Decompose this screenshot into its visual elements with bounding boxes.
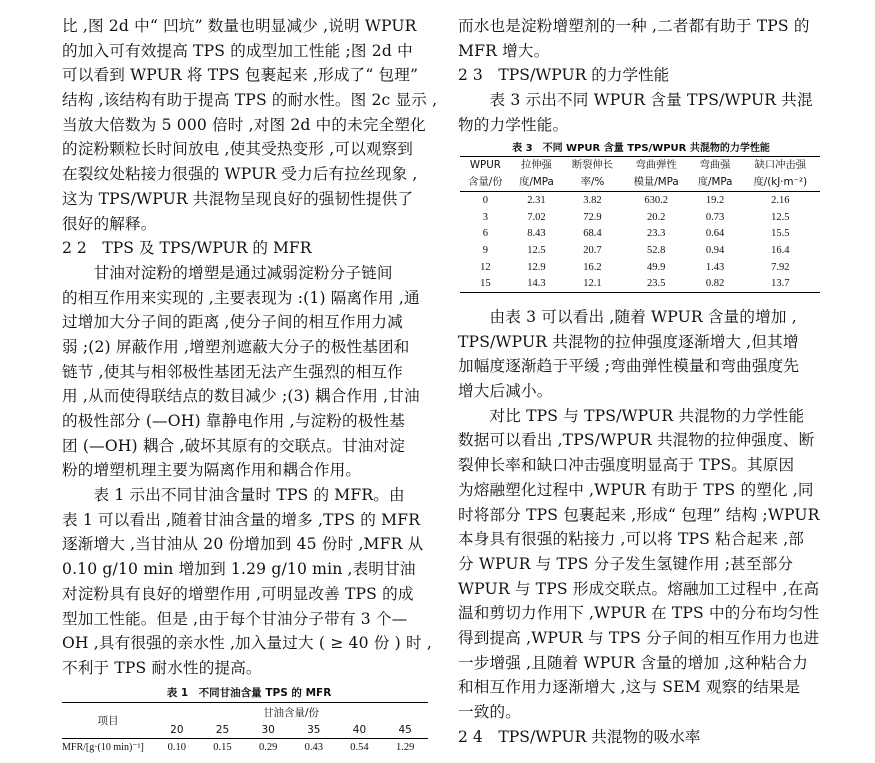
text-line: 和相互作用力逐渐增大 ,这与 SEM 观察的结果是 bbox=[458, 678, 801, 697]
text-line: 的加入可有效提高 TPS 的成型加工性能 ;图 2d 中 bbox=[62, 41, 413, 60]
table3-cell: 0.82 bbox=[689, 275, 740, 292]
table3-cell: 2.16 bbox=[771, 195, 790, 207]
table3-cell: 0 bbox=[482, 195, 489, 207]
table3-cell: 15.5 bbox=[771, 228, 790, 240]
text-line: 为熔融塑化过程中 ,WPUR 有助于 TPS 的塑化 ,同 bbox=[458, 480, 814, 499]
table3-cell: 72.9 bbox=[583, 211, 602, 223]
table3-cell: 8.43 bbox=[527, 228, 546, 240]
table3-cell: 52.8 bbox=[646, 245, 666, 257]
text-line: 裂伸长率和缺口冲击强度明显高于 TPS。其原因 bbox=[458, 456, 795, 475]
table3-cell: 3 bbox=[482, 211, 489, 223]
text-line: 逐渐增大 ,当甘油从 20 份增加到 45 份时 ,MFR 从 bbox=[62, 535, 424, 554]
text-line: 对淀粉具有良好的增塑作用 ,可明显改善 TPS 的成 bbox=[62, 584, 414, 603]
table3-header: 拉伸强 bbox=[511, 157, 562, 175]
text-line: 增大后减小。 bbox=[458, 382, 553, 401]
table3-header-unit: 度/MPa bbox=[511, 174, 562, 192]
text-line: 一步增强 ,且随着 WPUR 含量的增加 ,这种粘合力 bbox=[458, 653, 809, 672]
text-line: 弱 ;(2) 屏蔽作用 ,增塑剂遮蔽大分子的极性基团和 bbox=[62, 337, 410, 356]
table3-cell: 68.4 bbox=[583, 228, 602, 240]
text-line: 物的力学性能。 bbox=[458, 115, 569, 134]
table3-header-unit: 度/(kJ·m⁻²) bbox=[741, 174, 820, 192]
table3-cell: 16.2 bbox=[583, 261, 602, 273]
table3-header-unit: 率/% bbox=[562, 174, 623, 192]
table3-cell: 49.9 bbox=[646, 261, 666, 273]
text-line: 而水也是淀粉增塑剂的一种 ,二者都有助于 TPS 的 bbox=[458, 17, 810, 35]
text-line: 比 ,图 2d 中“ 凹坑” 数量也明显减少 ,说明 WPUR bbox=[62, 17, 417, 35]
text-line: MFR 增大。 bbox=[458, 41, 550, 60]
text-line: 由表 3 可以看出 ,随着 WPUR 含量的增加 , bbox=[458, 308, 797, 326]
table-row bbox=[460, 275, 820, 292]
text-line: 粉的增塑机理主要为隔离作用和耦合作用。 bbox=[62, 461, 362, 480]
table1-group-header: 甘油含量/份 bbox=[154, 702, 428, 722]
text-line: TPS/WPUR 共混物的拉伸强度逐渐增大 ,但其增 bbox=[458, 332, 799, 351]
table3-cell: 3.82 bbox=[583, 195, 602, 207]
text-line: 数据可以看出 ,TPS/WPUR 共混物的拉伸强度、断 bbox=[458, 431, 815, 450]
table1-cell: 0.54 bbox=[337, 738, 383, 756]
text-line: 甘油对淀粉的增塑是通过减弱淀粉分子链间 bbox=[62, 263, 393, 282]
table-row bbox=[460, 242, 820, 259]
table3-header: 缺口冲击强 bbox=[741, 157, 820, 175]
text-line: 加幅度逐渐趋于平缓 ;弯曲弹性模量和弯曲强度先 bbox=[458, 357, 800, 376]
table3-cell: 7.02 bbox=[527, 211, 546, 223]
table3-header: 断裂伸长 bbox=[562, 157, 623, 175]
table3-cell: 15 bbox=[460, 275, 511, 292]
text-line: 的极性部分 (—OH) 靠静电作用 ,与淀粉的极性基 bbox=[62, 412, 405, 430]
text-line: 一致的。 bbox=[458, 703, 521, 721]
table3-cell: 14.3 bbox=[511, 275, 562, 292]
text-line: 时将部分 TPS 包裹起来 ,形成“ 包理” 结构 ;WPUR bbox=[458, 505, 820, 524]
text-line: WPUR 与 TPS 形成交联点。熔融加工过程中 ,在高 bbox=[458, 579, 820, 598]
table1-cell: 0.15 bbox=[200, 738, 246, 756]
text-line: 分 WPUR 与 TPS 分子发生氢键作用 ;甚至部分 bbox=[458, 554, 794, 573]
left-column bbox=[62, 14, 436, 756]
table3-cell: 0.94 bbox=[705, 245, 725, 257]
table3-cell: 12 bbox=[480, 261, 491, 273]
table1-column-header: 30 bbox=[245, 722, 291, 739]
text-line: 型加工性能。但是 ,由于每个甘油分子带有 3 个— bbox=[62, 609, 408, 628]
left-body-text bbox=[62, 14, 436, 681]
text-line: 的相互作用来实现的 ,主要表现为 :(1) 隔离作用 ,通 bbox=[62, 288, 420, 307]
table-row bbox=[460, 192, 820, 209]
table3-cell: 0.64 bbox=[705, 228, 725, 240]
table3-cell: 16.4 bbox=[771, 245, 790, 257]
table3-header: 弯曲强 bbox=[689, 157, 740, 175]
text-line: 表 3 示出不同 WPUR 含量 TPS/WPUR 共混 bbox=[458, 91, 813, 110]
table1-column-header: 45 bbox=[382, 722, 428, 739]
text-line: OH ,具有很强的亲水性 ,加入量过大 ( ≥ 40 份 ) 时 , bbox=[62, 634, 432, 653]
table3-cell: 7.92 bbox=[771, 261, 790, 273]
table3-cell: 6 bbox=[482, 228, 489, 240]
table1-column-header: 20 bbox=[154, 722, 200, 739]
text-line: 当放大倍数为 5 000 倍时 ,对图 2d 中的未完全塑化 bbox=[62, 115, 426, 134]
text-line: 可以看到 WPUR 将 TPS 包裹起来 ,形成了“ 包理” bbox=[62, 66, 419, 85]
table3-cell: 20.7 bbox=[583, 245, 602, 257]
table3-header-unit: 度/MPa bbox=[689, 174, 740, 192]
table1-item-header: 项目 bbox=[62, 702, 154, 738]
table1-caption: 表 1 不同甘油含量 TPS 的 MFR bbox=[166, 686, 332, 699]
text-line: 结构 ,该结构有助于提高 TPS 的耐水性。图 2c 显示 , bbox=[62, 91, 438, 110]
section-heading: 2 4 TPS/WPUR 共混物的吸水率 bbox=[458, 727, 701, 746]
table3-cell: 20.2 bbox=[646, 211, 666, 223]
right-top-text bbox=[458, 14, 824, 137]
table3 bbox=[460, 156, 820, 293]
table1-cell: 0.43 bbox=[291, 738, 337, 756]
table-row bbox=[460, 259, 820, 276]
text-line: 团 (—OH) 耦合 ,破坏其原有的交联点。甘油对淀 bbox=[62, 436, 405, 455]
table3-cell: 12.5 bbox=[527, 245, 546, 257]
table3-cell: 13.7 bbox=[741, 275, 820, 292]
table3-cell: 12.1 bbox=[562, 275, 623, 292]
text-line: 在裂纹处粘接力很强的 WPUR 受力后有拉丝现象 , bbox=[62, 165, 418, 184]
table1-cell: 1.29 bbox=[382, 738, 428, 756]
text-line: 本身具有很强的粘接力 ,可以将 TPS 粘合起来 ,部 bbox=[458, 530, 805, 549]
table3-cell: 12.5 bbox=[771, 211, 790, 223]
right-column bbox=[458, 14, 824, 749]
table3-header-unit: 模量/MPa bbox=[623, 174, 690, 192]
text-line: 用 ,从而使得联结点的数目减少 ;(3) 耦合作用 ,甘油 bbox=[62, 387, 420, 406]
section-heading: 2 3 TPS/WPUR 的力学性能 bbox=[458, 66, 670, 85]
table3-cell: 9 bbox=[482, 245, 489, 257]
table3-cell: 23.3 bbox=[646, 228, 666, 240]
table3-cell: 19.2 bbox=[705, 195, 725, 207]
text-line: 这为 TPS/WPUR 共混物呈现良好的强韧性提供了 bbox=[62, 189, 414, 208]
text-line: 温和剪切力作用下 ,WPUR 在 TPS 中的分布均匀性 bbox=[458, 604, 820, 623]
text-line: 表 1 示出不同甘油含量时 TPS 的 MFR。由 bbox=[62, 486, 405, 505]
table1-column-header: 40 bbox=[337, 722, 383, 739]
table1-row-label: MFR/[g·(10 min)⁻¹] bbox=[62, 738, 154, 756]
text-line: 的淀粉颗粒长时间放电 ,使其受热变形 ,可以观察到 bbox=[62, 140, 414, 159]
table-row bbox=[460, 226, 820, 243]
text-line: 链节 ,使其与相邻极性基团无法产生强烈的相互作 bbox=[62, 362, 403, 381]
text-line: 表 1 可以看出 ,随着甘油含量的增多 ,TPS 的 MFR bbox=[62, 510, 421, 529]
text-line: 对比 TPS 与 TPS/WPUR 共混物的力学性能 bbox=[458, 406, 805, 425]
right-bottom-text bbox=[458, 305, 824, 749]
table1-column-header: 35 bbox=[291, 722, 337, 739]
text-line: 0.10 g/10 min 增加到 1.29 g/10 min ,表明甘油 bbox=[62, 560, 416, 579]
table3-cell: 0.73 bbox=[705, 211, 725, 223]
table1 bbox=[62, 702, 428, 756]
table3-caption: 表 3 不同 WPUR 含量 TPS/WPUR 共混物的力学性能 bbox=[512, 143, 770, 155]
table3-cell: 2.31 bbox=[527, 195, 546, 207]
table3-cell: 12.9 bbox=[527, 261, 546, 273]
table1-cell: 0.10 bbox=[154, 738, 200, 756]
text-line: 不利于 TPS 耐水性的提高。 bbox=[62, 658, 262, 677]
table3-cell: 23.5 bbox=[623, 275, 690, 292]
table3-header-unit: 含量/份 bbox=[460, 174, 511, 192]
table3-cell: 1.43 bbox=[705, 261, 725, 273]
section-heading: 2 2 TPS 及 TPS/WPUR 的 MFR bbox=[62, 239, 312, 258]
table3-cell: 630.2 bbox=[644, 195, 668, 207]
table3-header: WPUR bbox=[460, 157, 511, 175]
text-line: 很好的解释。 bbox=[62, 214, 157, 233]
table-row bbox=[460, 209, 820, 226]
table1-column-header: 25 bbox=[200, 722, 246, 739]
text-line: 得到提高 ,WPUR 与 TPS 分子间的相互作用力也进 bbox=[458, 628, 820, 647]
table3-header: 弯曲弹性 bbox=[623, 157, 690, 175]
text-line: 过增加大分子间的距离 ,使分子间的相互作用力减 bbox=[62, 313, 403, 332]
table1-cell: 0.29 bbox=[245, 738, 291, 756]
